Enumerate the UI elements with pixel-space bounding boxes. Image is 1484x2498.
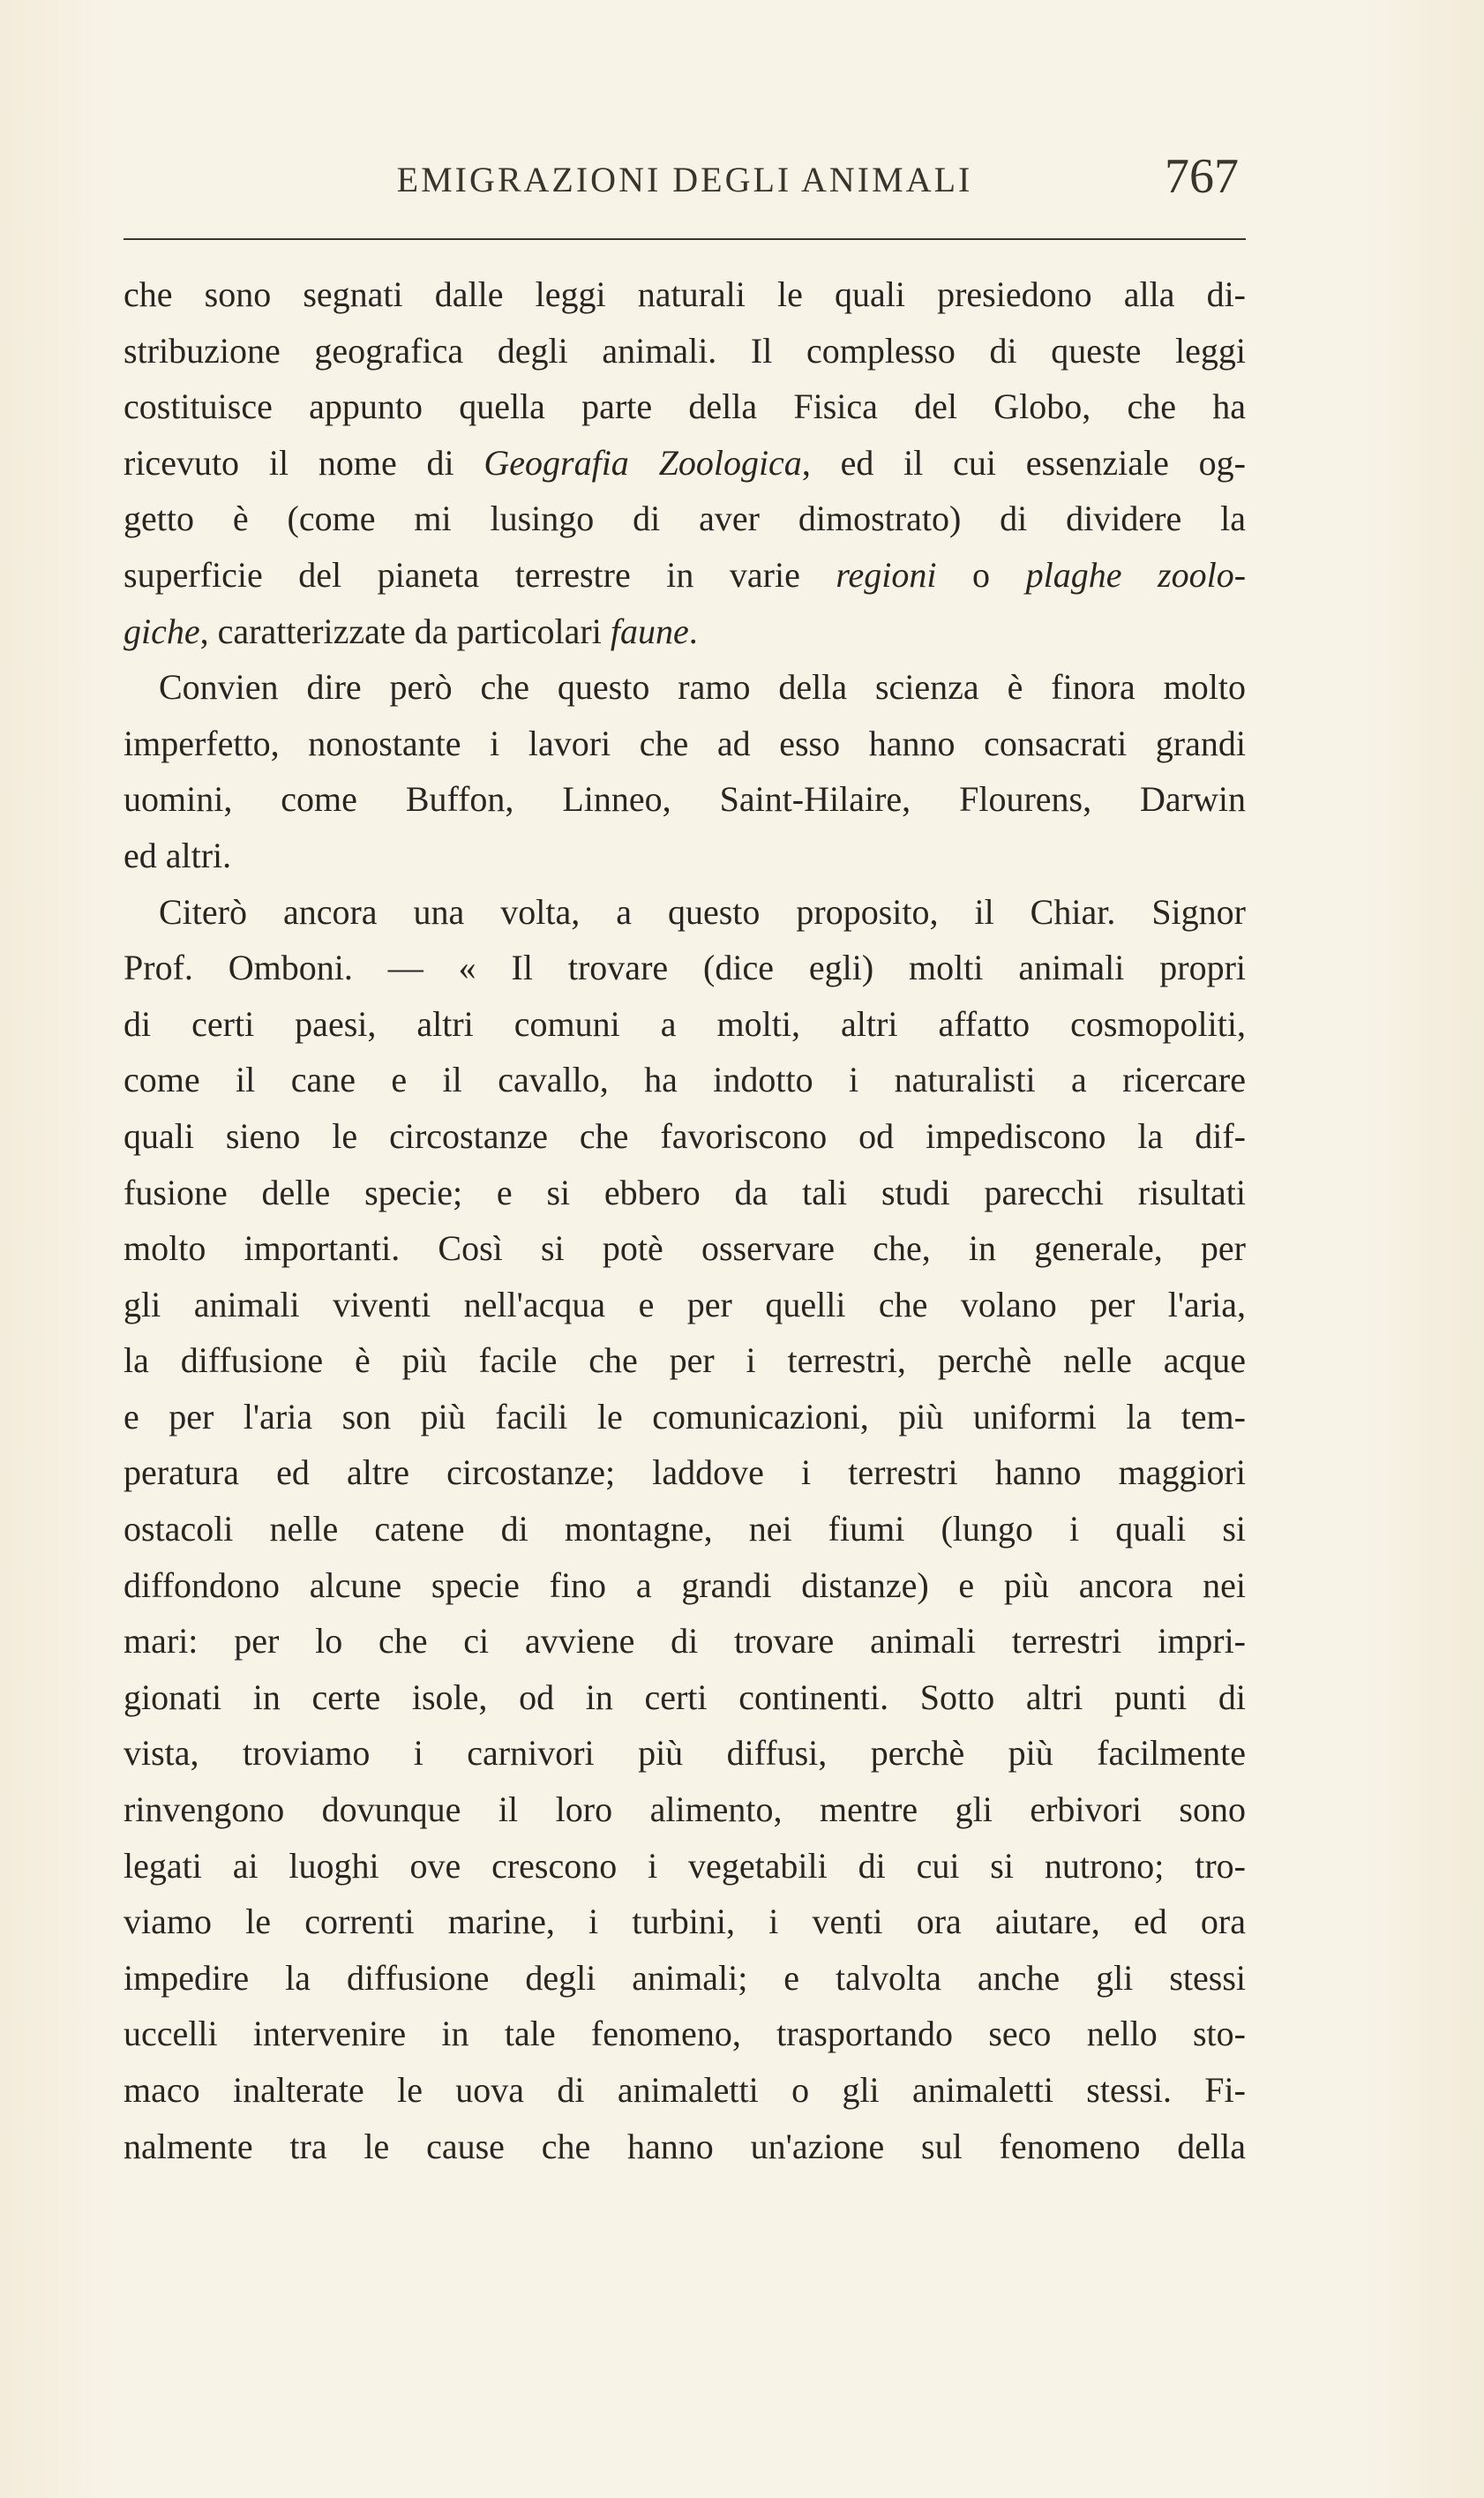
text-line: Convien dire però che questo ramo della scienza è finora molto xyxy=(159,667,1246,708)
text-line: quali sieno le circostanze che favoriscono od impediscono la dif- xyxy=(124,1115,1246,1156)
text-line: diffondono alcune specie fino a grandi distanze) e più ancora nei xyxy=(124,1564,1246,1605)
text-line: uomini, come Buffon, Linneo, Saint-Hilaire, Flourens, Darwin xyxy=(124,779,1246,820)
text-line: ricevuto il nome di Geografia Zoologica, ed il cui essenziale og- xyxy=(124,442,1246,483)
text-line: Prof. Omboni. — « Il trovare (dice egli) molti animali propri xyxy=(124,948,1246,988)
text-line: gli animali viventi nell'acqua e per quelli che volano per l'aria, xyxy=(124,1284,1246,1324)
text-line: peratura ed altre circostanze; laddove i terrestri hanno maggiori xyxy=(124,1452,1246,1493)
header-rule xyxy=(124,238,1246,240)
text-line: maco inalterate le uova di animaletti o gli animaletti stessi. Fi- xyxy=(124,2070,1246,2110)
paragraph xyxy=(124,659,1246,883)
text-line: vista, troviamo i carnivori più diffusi, perchè più facilmente xyxy=(124,1733,1246,1774)
text-line: nalmente tra le cause che hanno un'azione sul fenomeno della xyxy=(124,2126,1246,2166)
text-line: e per l'aria son più facili le comunicazioni, più uniformi la tem- xyxy=(124,1396,1246,1437)
page-header xyxy=(124,149,1246,212)
text-line: getto è (come mi lusingo di aver dimostrato) di dividere la xyxy=(124,499,1246,539)
text-line: giche, caratterizzate da particolari faune. xyxy=(124,611,698,651)
text-line: ed altri. xyxy=(124,835,232,875)
text-line: rinvengono dovunque il loro alimento, mentre gli erbivori sono xyxy=(124,1789,1246,1830)
text-line: uccelli intervenire in tale fenomeno, trasportando seco nello sto- xyxy=(124,2014,1246,2054)
text-line: legati ai luoghi ove crescono i vegetabili di cui si nutrono; tro- xyxy=(124,1845,1246,1886)
text-line: stribuzione geografica degli animali. Il complesso di queste leggi xyxy=(124,330,1246,371)
running-title: EMIGRAZIONI DEGLI ANIMALI xyxy=(396,160,973,199)
text-line: come il cane e il cavallo, ha indotto i naturalisti a ricercare xyxy=(124,1060,1246,1100)
text-line: viamo le correnti marine, i turbini, i venti ora aiutare, ed ora xyxy=(124,1902,1246,1942)
paragraph xyxy=(124,884,1246,2175)
text-line: di certi paesi, altri comuni a molti, altri affatto cosmopoliti, xyxy=(124,1003,1246,1044)
text-line: superficie del pianeta terrestre in varie regioni o plaghe zoolo- xyxy=(124,554,1246,595)
text-line: che sono segnati dalle leggi naturali le quali presiedono alla di- xyxy=(124,274,1246,314)
paragraph xyxy=(124,266,1246,659)
text-line: imperfetto, nonostante i lavori che ad esso hanno consacrati grandi xyxy=(124,723,1246,763)
text-line: mari: per lo che ci avviene di trovare animali terrestri impri- xyxy=(124,1621,1246,1662)
text-line: Citerò ancora una volta, a questo proposito, il Chiar. Signor xyxy=(159,891,1246,932)
text-line: la diffusione è più facile che per i terrestri, perchè nelle acque xyxy=(124,1340,1246,1381)
text-line: fusione delle specie; e si ebbero da tali studi parecchi risultati xyxy=(124,1172,1246,1212)
text-line: costituisce appunto quella parte della Fisica del Globo, che ha xyxy=(124,386,1246,427)
body-text xyxy=(124,266,1246,2174)
text-line: molto importanti. Così si potè osservare che, in generale, per xyxy=(124,1228,1246,1269)
text-line: ostacoli nelle catene di montagne, nei fiumi (lungo i quali si xyxy=(124,1509,1246,1549)
page-number: 767 xyxy=(1165,149,1239,204)
text-line: impedire la diffusione degli animali; e talvolta anche gli stessi xyxy=(124,1957,1246,1998)
text-line: gionati in certe isole, od in certi continenti. Sotto altri punti di xyxy=(124,1677,1246,1717)
